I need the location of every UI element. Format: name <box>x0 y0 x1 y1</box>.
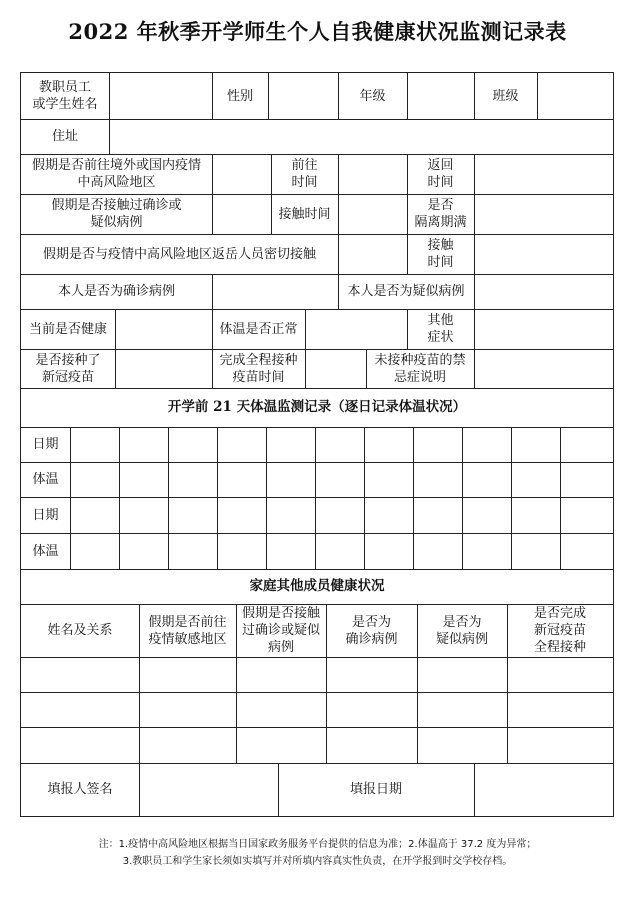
contraindication-input[interactable] <box>475 349 613 388</box>
family-header: 是否为 确诊病例 <box>345 614 398 647</box>
temperature-section-title: 开学前 21 天体温监测记录（逐日记录体温状况） <box>167 399 467 415</box>
name-label: 教职员工 或学生姓名 <box>32 80 98 112</box>
family-header: 假期是否接触 过确诊或疑似 病例 <box>241 606 320 655</box>
temperature-normal-label: 体温是否正常 <box>219 321 298 337</box>
temperature-normal-input[interactable] <box>306 309 407 349</box>
class-label: 班级 <box>492 88 519 104</box>
signature-input[interactable] <box>140 763 278 816</box>
holiday-contact-label: 假期是否接触过确诊或 疑似病例 <box>51 198 182 230</box>
full-vaccination-time-label: 完成全程接种 疫苗时间 <box>219 352 298 385</box>
address-input[interactable] <box>110 119 613 154</box>
form-title: 2022 年秋季开学师生个人自我健康状况监测记录表 <box>68 19 567 44</box>
other-symptoms-input[interactable] <box>475 309 613 349</box>
went-time-input[interactable] <box>339 154 407 194</box>
family-section-title: 家庭其他成员健康状况 <box>249 578 385 594</box>
health-record-form <box>20 72 614 817</box>
quarantine-done-label: 是否 隔离期满 <box>414 198 467 230</box>
other-symptoms-label: 其他 症状 <box>427 313 454 345</box>
contact-time-input[interactable] <box>339 194 407 234</box>
close-contact-return-label: 假期是否与疫情中高风险地区返岳人员密切接触 <box>42 246 316 262</box>
temp-row-label: 体温 <box>32 543 59 559</box>
temp-row-label: 日期 <box>32 437 59 452</box>
self-suspected-input[interactable] <box>475 274 613 309</box>
self-confirmed-label: 本人是否为确诊病例 <box>57 284 175 299</box>
holiday-risk-area-label: 假期是否前往境外或国内疫情 中高风险地区 <box>31 158 201 190</box>
address-label: 住址 <box>51 129 78 144</box>
contact-time-2-input[interactable] <box>475 234 613 274</box>
date-input[interactable] <box>475 763 613 816</box>
gender-input[interactable] <box>269 73 338 119</box>
name-input[interactable] <box>110 73 212 119</box>
contact-time-label: 接触时间 <box>278 206 331 222</box>
grade-label: 年级 <box>359 88 386 104</box>
date-label: 填报日期 <box>349 782 402 797</box>
currently-healthy-input[interactable] <box>116 309 212 349</box>
grade-input[interactable] <box>408 73 474 119</box>
return-time-label: 返回 时间 <box>427 158 454 190</box>
family-header: 是否完成 新冠疫苗 全程接种 <box>533 606 586 655</box>
family-header: 姓名及关系 <box>47 623 113 638</box>
self-confirmed-input[interactable] <box>213 274 338 309</box>
temp-row-label: 体温 <box>32 472 59 487</box>
went-time-label: 前往 时间 <box>291 158 318 190</box>
currently-healthy-label: 当前是否健康 <box>28 321 107 337</box>
family-header: 是否为 疑似病例 <box>435 614 488 647</box>
family-header: 假期是否前往 疫情敏感地区 <box>148 614 227 647</box>
note-line: 3.教职员工和学生家长须如实填写并对所填内容真实性负责，在开学报到时交学校存档。 <box>122 856 513 867</box>
full-vaccination-time-input[interactable] <box>306 349 366 388</box>
holiday-contact-input[interactable] <box>213 194 271 234</box>
note-line: 注：1.疫情中高风险地区根据当日国家政务服务平台提供的信息为准；2.体温高于 37.2 度为异常； <box>98 839 537 850</box>
signature-label: 填报人签名 <box>47 782 113 797</box>
class-input[interactable] <box>538 73 613 119</box>
contraindication-label: 未接种疫苗的禁 忌症说明 <box>374 352 466 385</box>
self-suspected-label: 本人是否为疑似病例 <box>347 284 465 299</box>
close-contact-return-input[interactable] <box>339 234 407 274</box>
temp-row-label: 日期 <box>32 507 59 523</box>
gender-label: 性别 <box>226 88 253 104</box>
holiday-risk-area-input[interactable] <box>213 154 271 194</box>
contact-time-2-label: 接触 时间 <box>427 238 454 270</box>
vaccinated-input[interactable] <box>116 349 212 388</box>
return-time-input[interactable] <box>475 154 613 194</box>
vaccinated-label: 是否接种了 新冠疫苗 <box>35 352 101 385</box>
quarantine-done-input[interactable] <box>475 194 613 234</box>
notes <box>0 836 635 870</box>
